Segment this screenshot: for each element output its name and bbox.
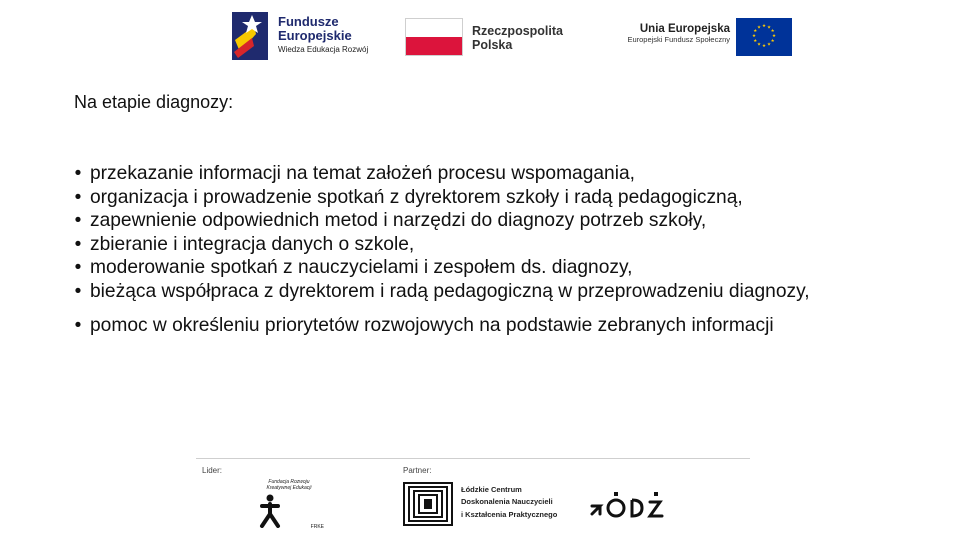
bullet-list	[73, 162, 891, 337]
eu-flag-icon	[736, 18, 792, 56]
list-item-text: zapewnienie odpowiednich metod i narzędzi do diagnozy potrzeb szkoły,	[90, 210, 707, 232]
ue-line-2: Europejski Fundusz Społeczny	[627, 35, 730, 45]
lider-logo-text: Fundacja Rozwoju Kreatywnej Edukacji	[266, 479, 312, 491]
svg-text:★: ★	[771, 34, 777, 39]
fundusze-europejskie-text	[278, 15, 368, 54]
svg-text:★: ★	[770, 39, 775, 44]
list-item-text: moderowanie spotkań z nauczycielami i zespołem ds. diagnozy,	[90, 257, 633, 279]
svg-text:★: ★	[761, 24, 767, 29]
list-item	[73, 256, 891, 280]
unia-europejska-text	[627, 23, 730, 45]
ldn-line-3: i Kształcenia Praktycznego	[461, 509, 558, 519]
bullet-icon: •	[74, 210, 82, 232]
list-item	[73, 209, 891, 233]
ldn-line-1: Łódzkie Centrum	[461, 485, 522, 494]
unia-europejska-logo	[600, 18, 792, 58]
running-figure-icon	[258, 494, 282, 528]
fe-line-2: Europejskie	[278, 28, 352, 43]
rp-line-2: Polska	[472, 37, 513, 52]
rzeczpospolita-text	[472, 25, 563, 53]
list-item-text: zbieranie i integracja danych o szkole,	[90, 233, 415, 255]
svg-text:★: ★	[751, 34, 757, 39]
bullet-icon: •	[74, 257, 82, 279]
header-logo-strip	[0, 0, 960, 70]
ue-line-1: Unia Europejska	[639, 23, 730, 35]
ldn-partner-logo	[403, 482, 563, 530]
list-item-text: organizacja i prowadzenie spotkań z dyrektorem szkoły i radą pedagogiczną,	[90, 186, 743, 208]
svg-text:★: ★	[766, 42, 772, 48]
bullet-icon: •	[74, 314, 82, 336]
rzeczpospolita-polska-logo	[405, 18, 575, 58]
bullet-icon: •	[74, 163, 82, 184]
svg-text:★: ★	[770, 29, 775, 34]
list-item-text: bieżąca współpraca z dyrektorem i radą pedagogiczną w przeprowadzeniu diagnozy,	[90, 280, 810, 302]
ldn-logo-text	[461, 484, 557, 521]
svg-text:★: ★	[756, 25, 762, 31]
ldn-line-2: Doskonalenia Nauczycieli	[461, 497, 553, 507]
list-item-text: przekazanie informacji na temat założeń procesu wspomagania,	[90, 163, 635, 184]
svg-text:★: ★	[753, 29, 758, 34]
list-item	[73, 280, 891, 304]
list-item	[73, 162, 891, 186]
list-item	[73, 314, 891, 338]
lider-label: Lider:	[202, 466, 223, 475]
ldn-square-icon	[403, 482, 453, 526]
rp-line-1: Rzeczpospolita	[472, 24, 563, 38]
svg-text:★: ★	[761, 44, 767, 49]
footer-partner-strip	[196, 458, 750, 538]
list-item-text: pomoc w określeniu priorytetów rozwojowych na podstawie zebranych informacji	[90, 314, 774, 336]
svg-text:★: ★	[766, 25, 772, 31]
bullet-icon: •	[74, 280, 82, 302]
svg-text:★: ★	[756, 42, 762, 48]
lider-logo-small: FRKE	[310, 524, 324, 530]
lodz-city-logo-icon	[588, 484, 668, 524]
footer-divider	[196, 458, 750, 459]
fe-line-3: Wiedza Edukacja Rozwój	[278, 45, 369, 54]
fundusze-europejskie-emblem-icon	[232, 12, 272, 60]
fundusze-europejskie-logo	[232, 12, 374, 62]
svg-text:★: ★	[753, 39, 758, 44]
polish-flag-icon	[405, 18, 463, 56]
bullet-icon: •	[74, 233, 82, 255]
fe-line-1: Fundusze	[278, 14, 339, 29]
partner-label: Partner:	[403, 466, 432, 475]
slide-heading: Na etapie diagnozy:	[74, 92, 234, 112]
list-item	[73, 186, 891, 210]
lider-logo	[254, 480, 324, 530]
bullet-icon: •	[74, 186, 82, 208]
list-item	[73, 233, 891, 257]
